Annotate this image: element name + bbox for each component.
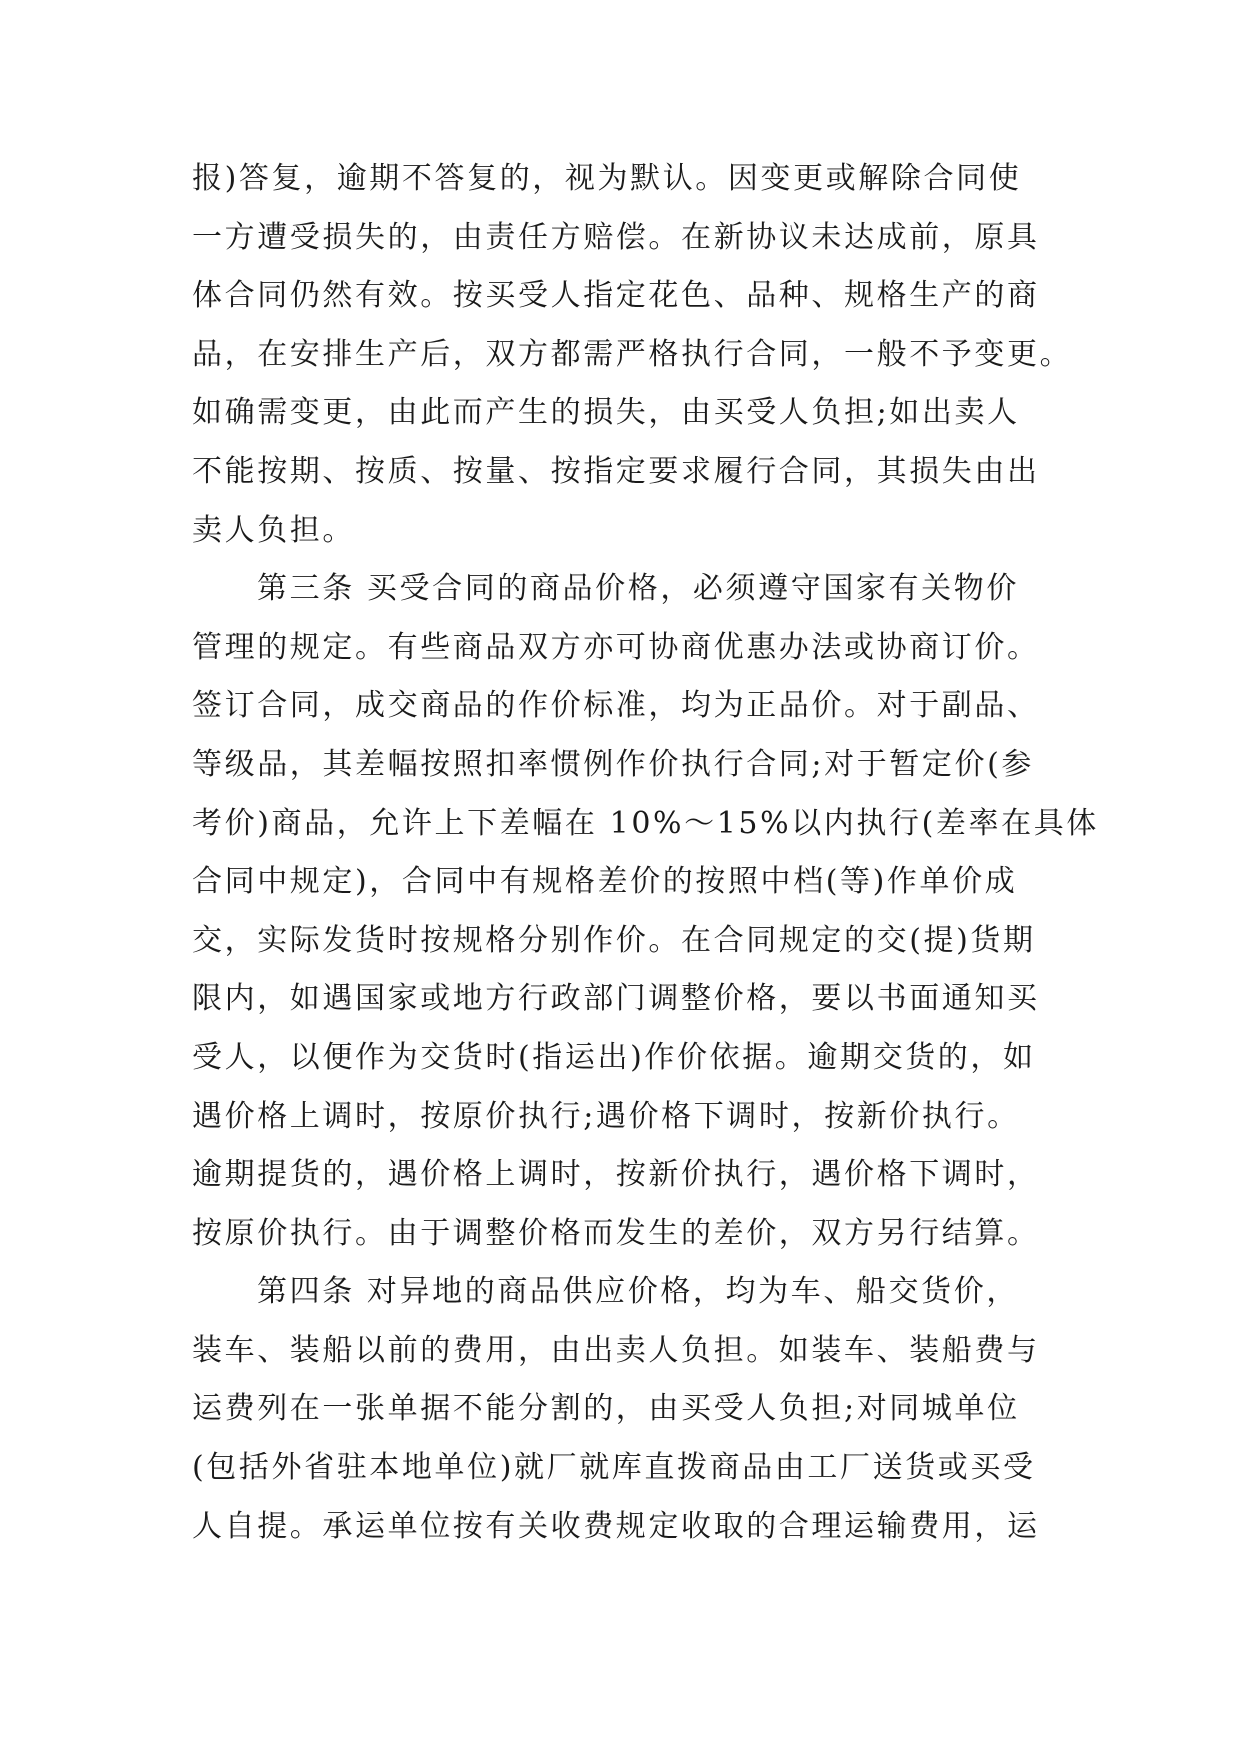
text-line: 考价)商品，允许上下差幅在 10%～15%以内执行(差率在具体 <box>192 805 1099 841</box>
text-line: 按原价执行。由于调整价格而发生的差价，双方另行结算。 <box>192 1215 1040 1251</box>
text-line: (包括外省驻本地单位)就厂就库直拨商品由工厂送货或买受 <box>192 1450 1036 1486</box>
article-3-heading-line: 第三条 买受合同的商品价格，必须遵守国家有关物价 <box>257 571 1019 607</box>
text-line: 合同中规定)，合同中有规格差价的按照中档(等)作单价成 <box>192 864 1018 900</box>
text-line: 限内，如遇国家或地方行政部门调整价格，要以书面通知买 <box>192 981 1040 1017</box>
text-line: 签订合同，成交商品的作价标准，均为正品价。对于副品、 <box>192 688 1040 724</box>
text-line: 受人，以便作为交货时(指运出)作价依据。逾期交货的，如 <box>192 1039 1036 1075</box>
text-line: 不能按期、按质、按量、按指定要求履行合同，其损失由出 <box>192 453 1040 489</box>
text-line: 装车、装船以前的费用，由出卖人负担。如装车、装船费与 <box>192 1332 1040 1368</box>
contract-text-body <box>192 150 1099 1556</box>
text-line: 卖人负担。 <box>192 512 355 548</box>
text-line: 一方遭受损失的，由责任方赔偿。在新协议未达成前，原具 <box>192 219 1040 255</box>
text-line: 人自提。承运单位按有关收费规定收取的合理运输费用，运 <box>192 1508 1040 1544</box>
text-line: 等级品，其差幅按照扣率惯例作价执行合同;对于暂定价(参 <box>192 746 1035 782</box>
text-line: 逾期提货的，遇价格上调时，按新价执行，遇价格下调时， <box>192 1157 1040 1193</box>
text-line: 交，实际发货时按规格分别作价。在合同规定的交(提)货期 <box>192 922 1036 958</box>
text-line: 遇价格上调时，按原价执行;遇价格下调时，按新价执行。 <box>192 1098 1020 1134</box>
text-line: 如确需变更，由此而产生的损失，由买受人负担;如出卖人 <box>192 395 1020 431</box>
text-line: 体合同仍然有效。按买受人指定花色、品种、规格生产的商 <box>192 278 1040 314</box>
text-line: 品，在安排生产后，双方都需严格执行合同，一般不予变更。 <box>192 336 1073 372</box>
text-line: 报)答复，逾期不答复的，视为默认。因变更或解除合同使 <box>192 161 1022 196</box>
article-4-heading-line: 第四条 对异地的商品供应价格，均为车、船交货价， <box>257 1274 1019 1310</box>
text-line: 管理的规定。有些商品双方亦可协商优惠办法或协商订价。 <box>192 629 1040 665</box>
text-line: 运费列在一张单据不能分割的，由买受人负担;对同城单位 <box>192 1391 1020 1427</box>
